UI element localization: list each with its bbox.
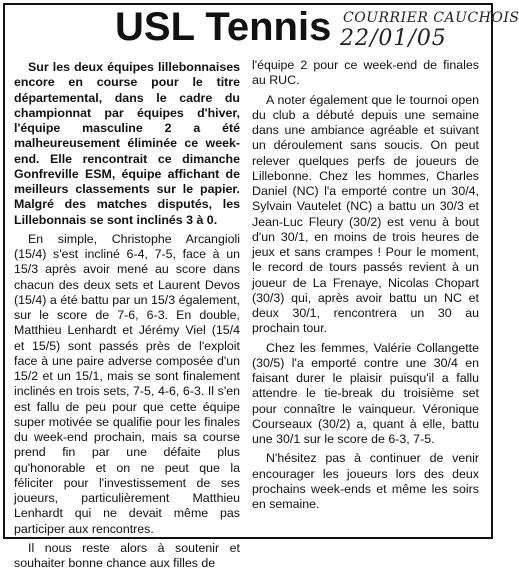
handwritten-source-note: COURRIER CAUCHOIS [343,10,519,26]
article-paragraph-women: Chez les femmes, Valérie Collangette (30/5) l'a emporté contre une 30/4 en faisant durer le plaisir puisqu'il a fallu attendre le tie-break du troisième set pour connaître le vainqueur. Véronique Courseaux (30/2) a, quant à elle, battu une 30/1 sur le score de 6-3, 7-5. [252,340,479,446]
handwritten-date-note: 22/01/05 [340,26,447,51]
article-paragraph-support: Il nous reste alors à soutenir et souhaiter bonne chance aux filles de [14,540,240,570]
article-paragraph-open-tournament: A noter également que le tournoi open du club a débuté depuis une semaine dans une ambiance agréable et suivant un déroulement sans soucis. On peut relever quelques perfs de joueurs de Lillebonne. Chez les hommes, Charles Daniel (NC) l'a emporté contre un 30/4, Sylvain Vautelet (NC) a battu un 30/3 et Jean-Luc Fleury (30/2) est venu à bout d'un 30/1, en moins de trois heures de jeux et sans crampes ! Pour le moment, le record de tours passés revient à un joueur de La Frenaye, Nicolas Chopart (30/3) qui, après avoir battu un NC et deux 30/1, rencontrera un 30 au prochain tour. [252,92,479,336]
article-title: USL Tennis [115,5,332,49]
article-paragraph-intro: Sur les deux équipes lillebonnaises encore en course pour le titre départemental, dans le cadre du championnat par équipes d'hiver, l'équipe masculine 2 a été malheureusement éliminée ce week-end. Elle rencontrait ce dimanche Gonfreville ESM, équipe affichant de meilleurs classements sur le papier. Malgré des matches disputés, les Lillebonnais se sont inclinés 3 à 0. [14,60,240,227]
article-right-column [252,58,479,512]
article-left-column [14,60,240,571]
article-paragraph-singles-doubles: En simple, Christophe Arcangioli (15/4) s'est incliné 6-4, 7-5, face à un 15/3 après avoir mené au score dans chacun des deux sets et Laurent Devos (15/4) a été battu par un 15/3 également, sur le score de 7-6, 6-3. En double, Matthieu Lenhardt et Jérémy Viel (15/4 et 15/5) sont passés près de l'exploit face à une paire adverse composée d'un 15/2 et un 15/1, mais se sont finalement inclinés en trois sets, 7-5, 4-6, 6-3. Il s'en est fallu de peu pour que cette équipe super motivée se qualifie pour les finales du week-end prochain, mais sa course prend fin par une défaite plus qu'honorable et on ne peut que la féliciter pour l'investissement de ses joueurs, particulièrement Matthieu Lenhardt qui ne devait même pas participer aux rencontres. [14,231,240,536]
article-paragraph-continuation: l'équipe 2 pour ce week-end de finales au RUC. [252,58,479,88]
article-paragraph-encourage: N'hésitez pas à continuer de venir encourager les joueurs lors des deux prochains week-ends et même les soirs en semaine. [252,451,479,511]
